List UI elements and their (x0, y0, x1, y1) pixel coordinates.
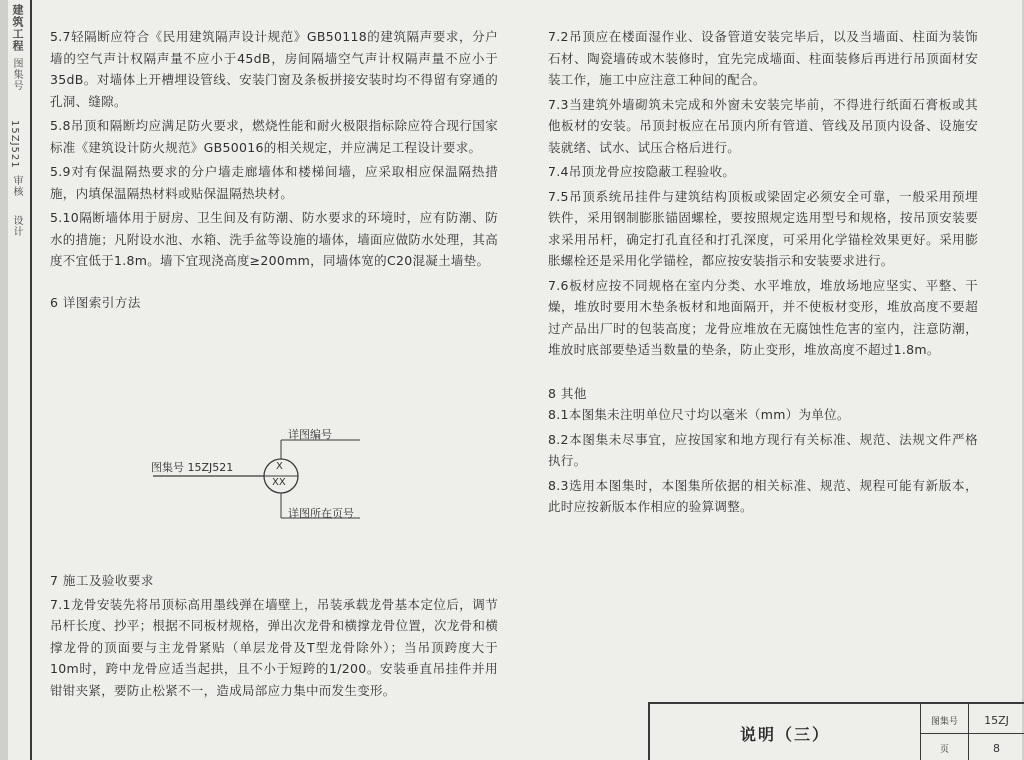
paragraph-7-6: 7.6板材应按不同规格在室内分类、水平堆放，堆放场地应坚实、平整、干燥，堆放时要用木垫条板材和地面隔开，并不使板材变形，堆放高度不要超过产品出厂时的包装高度；龙骨应堆放在无腐蚀性危害的室内，注意防潮，堆放时底部要垫适当数量的垫条，防止变形，堆放高度不超过1.8m。 (548, 277, 978, 357)
binding-text: 图集号 (11, 58, 22, 91)
binding-text: 15ZJ521 (9, 120, 20, 169)
paragraph-8-2: 8.2本图集未尽事宜，应按国家和地方现行有关标准、规范、法规文件严格执行。 (548, 431, 978, 468)
binding-text: 审核 (11, 175, 22, 197)
paragraph-5-10: 5.10隔断墙体用于厨房、卫生间及有防潮、防水要求的环境时，应有防潮、防水的措施；凡附设水池、水箱、洗手盆等设施的墙体，墙面应做防水处理，其高度不宜低于1.8m。墙下宜现浇高度≥200mm，同墙体宽的C20混凝土墙垫。 (50, 210, 499, 268)
sheet-title: 说明（三） (650, 704, 921, 760)
paragraph-7-3: 7.3当建筑外墙砌筑未完成和外窗未安装完毕前，不得进行纸面石膏板或其他板材的安装。吊顶封板应在吊顶内所有管道、管线及吊顶内设备、设施安装就绪、试水、试压合格后进行。 (548, 96, 978, 155)
heading-8: 8 其他 (548, 385, 587, 401)
detail-page-label: 详图所在页号 (288, 507, 354, 520)
left-text-column (50, 26, 498, 313)
binding-text: 设计 (11, 215, 22, 237)
atlas-no-value: 15ZJ (984, 713, 1009, 727)
paragraph-7-2: 7.2吊顶应在楼面湿作业、设备管道安装完毕后，以及当墙面、柱面为装饰石材、陶瓷墙砖或木装修时，宜先完成墙面、柱面装修后再进行吊顶面材安装工作，施工中应注意工种间的配合。 (548, 29, 978, 87)
paragraph-8-1: 8.1本图集未注明单位尺寸均以毫米（mm）为单位。 (548, 407, 850, 422)
paragraph-5-9: 5.9对有保温隔热要求的分户墙走廊墙体和楼梯间墙，应采取相应保温隔热措施，内填保温隔热材料或贴保温隔热块材。 (50, 164, 498, 201)
binding-text: 建筑工程 (11, 4, 24, 52)
heading-6: 6 详图索引方法 (50, 294, 141, 310)
page-label: 页 (939, 744, 949, 755)
page-no-value: 8 (993, 741, 1000, 755)
right-text-column (548, 26, 978, 521)
paragraph-7-5: 7.5吊顶系统吊挂件与建筑结构顶板或梁固定必须安全可靠，一般采用预埋铁件，采用钢制膨胀锚固螺栓，要按照规定选用型号和规格，按吊顶安装要求采用吊杆，确定打孔直径和打孔深度，可采用化学锚栓效果更好。采用膨胀螺栓还是采用化学锚栓，都应按安装指示和安装要求进行。 (548, 188, 978, 268)
detail-index-diagram (148, 426, 398, 536)
detail-number-label: 详图编号 (288, 428, 332, 441)
atlas-number-label: 图集号 15ZJ521 (151, 461, 234, 474)
paragraph-5-8: 5.8吊顶和隔断均应满足防火要求，燃烧性能和耐火极限指标除应符合现行国家标准《建筑设计防火规范》GB50016的相关规定，并应满足工程设计要求。 (50, 118, 498, 155)
binding-strip (0, 0, 30, 260)
paragraph-8-3: 8.3选用本图集时，本图集所依据的相关标准、规范、规程可能有新版本，此时应按新版本作相应的验算调整。 (548, 477, 978, 514)
heading-7: 7 施工及验收要求 (50, 573, 154, 588)
title-block (648, 702, 1024, 760)
page-number-symbol: XX (272, 477, 286, 488)
left-text-column-lower (50, 570, 498, 704)
frame-border-line (30, 0, 32, 760)
detail-number-symbol: X (276, 461, 283, 472)
paragraph-7-4: 7.4吊顶龙骨应按隐蔽工程验收。 (548, 164, 736, 179)
paragraph-7-1: 7.1龙骨安装先将吊顶标高用墨线弹在墙壁上，吊装承载龙骨基本定位后，调节吊杆长度、抄平；根据不同板材规格，弹出次龙骨和横撑龙骨位置，次龙骨和横撑龙骨的顶面要与主龙骨紧贴（单层龙骨及T型龙骨除外）；当吊顶跨度大于10m时，跨中龙骨应适当起拱，且不小于短跨的1/200。安装垂直吊挂件并用钳钳夹紧，要防止松紧不一，造成局部应力集中而发生变形。 (50, 596, 499, 698)
paragraph-5-7: 5.7轻隔断应符合《民用建筑隔声设计规范》GB50118的建筑隔声要求，分户墙的空气声计权隔声量不应小于45dB，房间隔墙空气声计权隔声量不应小于35dB。对墙体上开槽埋设管线、安装门窗及条板拼接安装时均不得留有穿通的孔洞、缝隙。 (50, 29, 498, 109)
title-block-divider (920, 733, 1024, 734)
atlas-no-label: 图集号 (930, 716, 958, 727)
